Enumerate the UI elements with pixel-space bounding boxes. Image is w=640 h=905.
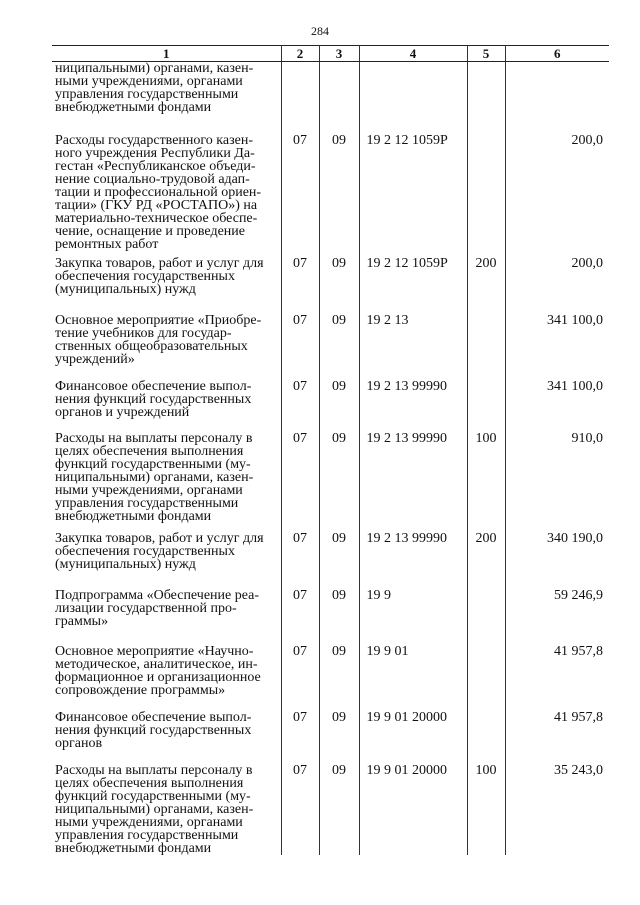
row-name: Закупка товаров, работ и услуг для обеспечения государственных (муниципальных) нужд bbox=[52, 528, 281, 585]
header-col-6: 6 bbox=[505, 46, 609, 62]
row-amount: 341 100,0 bbox=[505, 376, 609, 428]
row-amount: 35 243,0 bbox=[505, 760, 609, 855]
budget-table bbox=[52, 45, 609, 855]
row-amount: 200,0 bbox=[505, 253, 609, 310]
row-subsection: 09 bbox=[319, 130, 359, 253]
row-section: 07 bbox=[281, 528, 319, 585]
row-section: 07 bbox=[281, 253, 319, 310]
header-col-2: 2 bbox=[281, 46, 319, 62]
row-section bbox=[281, 62, 319, 130]
row-expense-type bbox=[467, 585, 505, 641]
row-expense-type bbox=[467, 310, 505, 376]
row-section: 07 bbox=[281, 707, 319, 760]
row-target-code: 19 9 01 bbox=[359, 641, 467, 707]
table-row bbox=[52, 62, 609, 130]
row-subsection: 09 bbox=[319, 528, 359, 585]
row-section: 07 bbox=[281, 641, 319, 707]
row-name: Расходы на выплаты персоналу в целях обеспечения выполнения функций государственными (му- ниципальными) органами, казен- ными учреждениями, органами управления государственными внебюджетными фондами bbox=[52, 760, 281, 855]
table-row bbox=[52, 641, 609, 707]
header-col-5: 5 bbox=[467, 46, 505, 62]
row-subsection: 09 bbox=[319, 310, 359, 376]
row-name: Финансовое обеспечение выпол- нения функций государственных органов и учреждений bbox=[52, 376, 281, 428]
table-row bbox=[52, 130, 609, 253]
row-section: 07 bbox=[281, 310, 319, 376]
row-target-code: 19 2 12 1059Р bbox=[359, 130, 467, 253]
row-target-code: 19 9 01 20000 bbox=[359, 760, 467, 855]
row-name: Основное мероприятие «Научно- методическое, аналитическое, ин- формационное и организационное сопровождение программы» bbox=[52, 641, 281, 707]
row-amount: 341 100,0 bbox=[505, 310, 609, 376]
header-col-1: 1 bbox=[52, 46, 281, 62]
row-name: Расходы государственного казен- ного учреждения Республики Да- гестан «Республиканское объеди- нение социально-трудовой адап- тации и профессиональной ориен- тации» (ГКУ РД «РОСТАПО») на материально-техническое обеспе- чение, оснащение и проведение ремонтных работ bbox=[52, 130, 281, 253]
table-row bbox=[52, 760, 609, 855]
row-amount: 910,0 bbox=[505, 428, 609, 528]
header-col-4: 4 bbox=[359, 46, 467, 62]
table-row bbox=[52, 253, 609, 310]
row-expense-type: 200 bbox=[467, 528, 505, 585]
row-expense-type: 200 bbox=[467, 253, 505, 310]
row-section: 07 bbox=[281, 760, 319, 855]
row-name: Подпрограмма «Обеспечение реа- лизации государственной про- граммы» bbox=[52, 585, 281, 641]
table-row bbox=[52, 707, 609, 760]
row-target-code bbox=[359, 62, 467, 130]
row-amount: 41 957,8 bbox=[505, 707, 609, 760]
row-name: Расходы на выплаты персоналу в целях обеспечения выполнения функций государственными (му- ниципальными) органами, казен- ными учреждениями, органами управления государственными внебюджетными фондами bbox=[52, 428, 281, 528]
table-row bbox=[52, 428, 609, 528]
row-subsection: 09 bbox=[319, 428, 359, 528]
page-number: 284 bbox=[311, 24, 329, 38]
table-row bbox=[52, 528, 609, 585]
table-row bbox=[52, 585, 609, 641]
row-target-code: 19 2 13 99990 bbox=[359, 528, 467, 585]
row-amount: 41 957,8 bbox=[505, 641, 609, 707]
table-row bbox=[52, 310, 609, 376]
row-name: Закупка товаров, работ и услуг для обеспечения государственных (муниципальных) нужд bbox=[52, 253, 281, 310]
row-name: Финансовое обеспечение выпол- нения функций государственных органов bbox=[52, 707, 281, 760]
row-section: 07 bbox=[281, 376, 319, 428]
row-subsection: 09 bbox=[319, 585, 359, 641]
row-expense-type: 100 bbox=[467, 428, 505, 528]
row-amount: 200,0 bbox=[505, 130, 609, 253]
table-row bbox=[52, 376, 609, 428]
row-amount: 340 190,0 bbox=[505, 528, 609, 585]
row-expense-type bbox=[467, 376, 505, 428]
row-expense-type: 100 bbox=[467, 760, 505, 855]
header-col-3: 3 bbox=[319, 46, 359, 62]
row-target-code: 19 2 12 1059Р bbox=[359, 253, 467, 310]
row-section: 07 bbox=[281, 130, 319, 253]
row-expense-type bbox=[467, 641, 505, 707]
row-amount bbox=[505, 62, 609, 130]
row-subsection: 09 bbox=[319, 641, 359, 707]
row-expense-type bbox=[467, 707, 505, 760]
row-target-code: 19 9 bbox=[359, 585, 467, 641]
row-target-code: 19 9 01 20000 bbox=[359, 707, 467, 760]
row-expense-type bbox=[467, 62, 505, 130]
row-subsection: 09 bbox=[319, 376, 359, 428]
row-target-code: 19 2 13 99990 bbox=[359, 428, 467, 528]
row-section: 07 bbox=[281, 585, 319, 641]
header-row bbox=[52, 46, 609, 62]
row-section: 07 bbox=[281, 428, 319, 528]
row-subsection: 09 bbox=[319, 253, 359, 310]
row-name: Основное мероприятие «Приобре- тение учебников для государ- ственных общеобразовательных учреждений» bbox=[52, 310, 281, 376]
row-target-code: 19 2 13 99990 bbox=[359, 376, 467, 428]
row-subsection: 09 bbox=[319, 760, 359, 855]
row-subsection: 09 bbox=[319, 707, 359, 760]
row-subsection bbox=[319, 62, 359, 130]
row-name: ниципальными) органами, казен- ными учреждениями, органами управления государственными внебюджетными фондами bbox=[52, 62, 281, 130]
row-target-code: 19 2 13 bbox=[359, 310, 467, 376]
table-body bbox=[52, 62, 609, 855]
row-amount: 59 246,9 bbox=[505, 585, 609, 641]
row-expense-type bbox=[467, 130, 505, 253]
